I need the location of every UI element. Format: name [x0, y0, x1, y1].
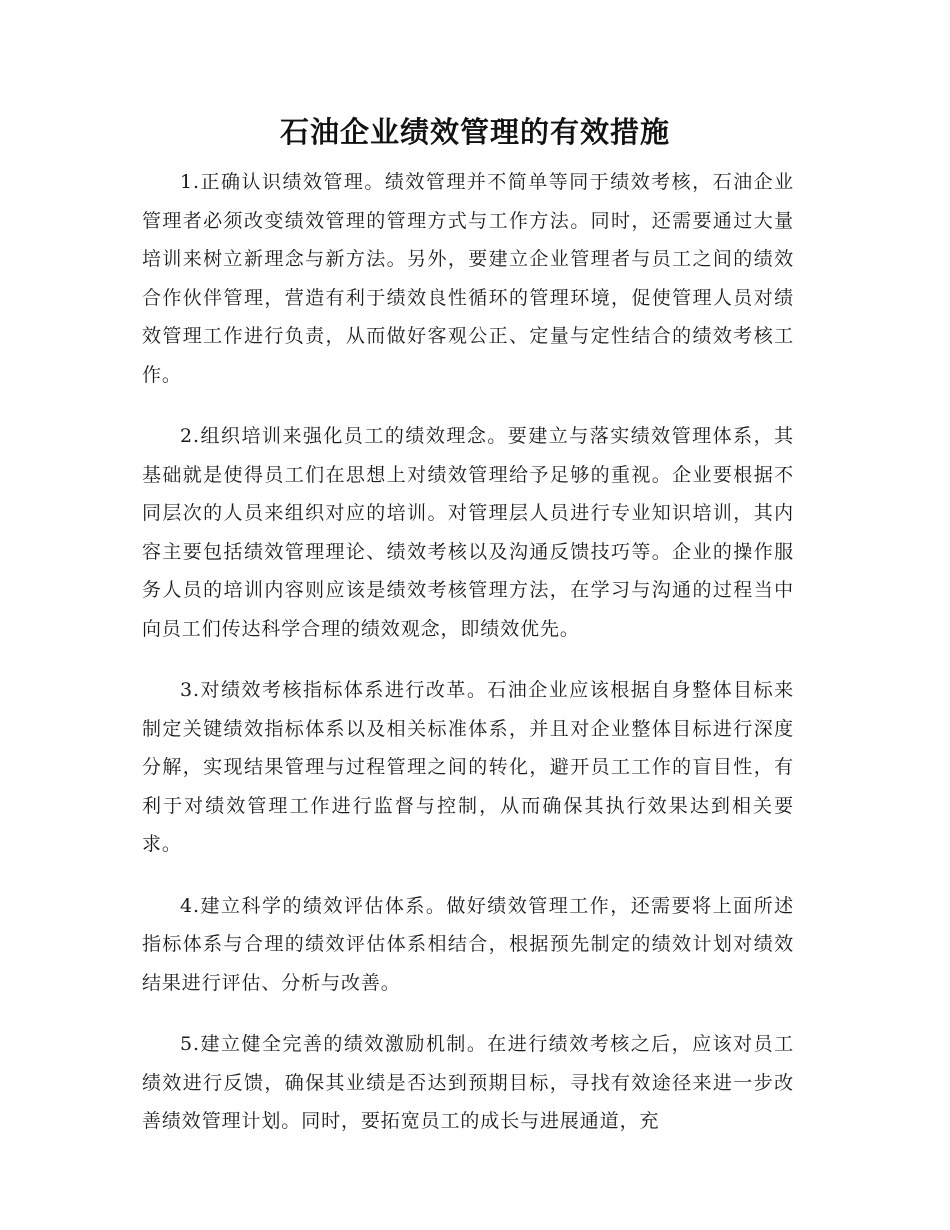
paragraph-1: 1.正确认识绩效管理。绩效管理并不简单等同于绩效考核，石油企业管理者必须改变绩效管理的管理方式与工作方法。同时，还需要通过大量培训来树立新理念与新方法。另外，要建立企业管理者与员工之间的绩效合作伙伴管理，营造有利于绩效良性循环的管理环境，促使管理人员对绩效管理工作进行负责，从而做好客观公正、定量与定性结合的绩效考核工作。: [142, 171, 794, 386]
paragraph-2: 2.组织培训来强化员工的绩效理念。要建立与落实绩效管理体系，其基础就是使得员工们在思想上对绩效管理给予足够的重视。企业要根据不同层次的人员来组织对应的培训。对管理层人员进行专业知识培训，其内容主要包括绩效管理理论、绩效考核以及沟通反馈技巧等。企业的操作服务人员的培训内容则应该是绩效考核管理方法，在学习与沟通的过程当中向员工们传达科学合理的绩效观念，即绩效优先。: [142, 425, 794, 640]
document-body: [142, 163, 794, 1164]
paragraph-4: 4.建立科学的绩效评估体系。做好绩效管理工作，还需要将上面所述指标体系与合理的绩效评估体系相结合，根据预先制定的绩效计划对绩效结果进行评估、分析与改善。: [142, 894, 794, 994]
paragraph-5: 5.建立健全完善的绩效激励机制。在进行绩效考核之后，应该对员工绩效进行反馈，确保其业绩是否达到预期目标，寻找有效途径来进一步改善绩效管理计划。同时，要拓宽员工的成长与进展通道，充: [142, 1033, 794, 1132]
paragraph-3: 3.对绩效考核指标体系进行改革。石油企业应该根据自身整体目标来制定关键绩效指标体系以及相关标准体系，并且对企业整体目标进行深度分解，实现结果管理与过程管理之间的转化，避开员工工作的盲目性，有利于对绩效管理工作进行监督与控制，从而确保其执行效果达到相关要求。: [142, 679, 794, 855]
document-title: 石油企业绩效管理的有效措施: [279, 115, 670, 149]
